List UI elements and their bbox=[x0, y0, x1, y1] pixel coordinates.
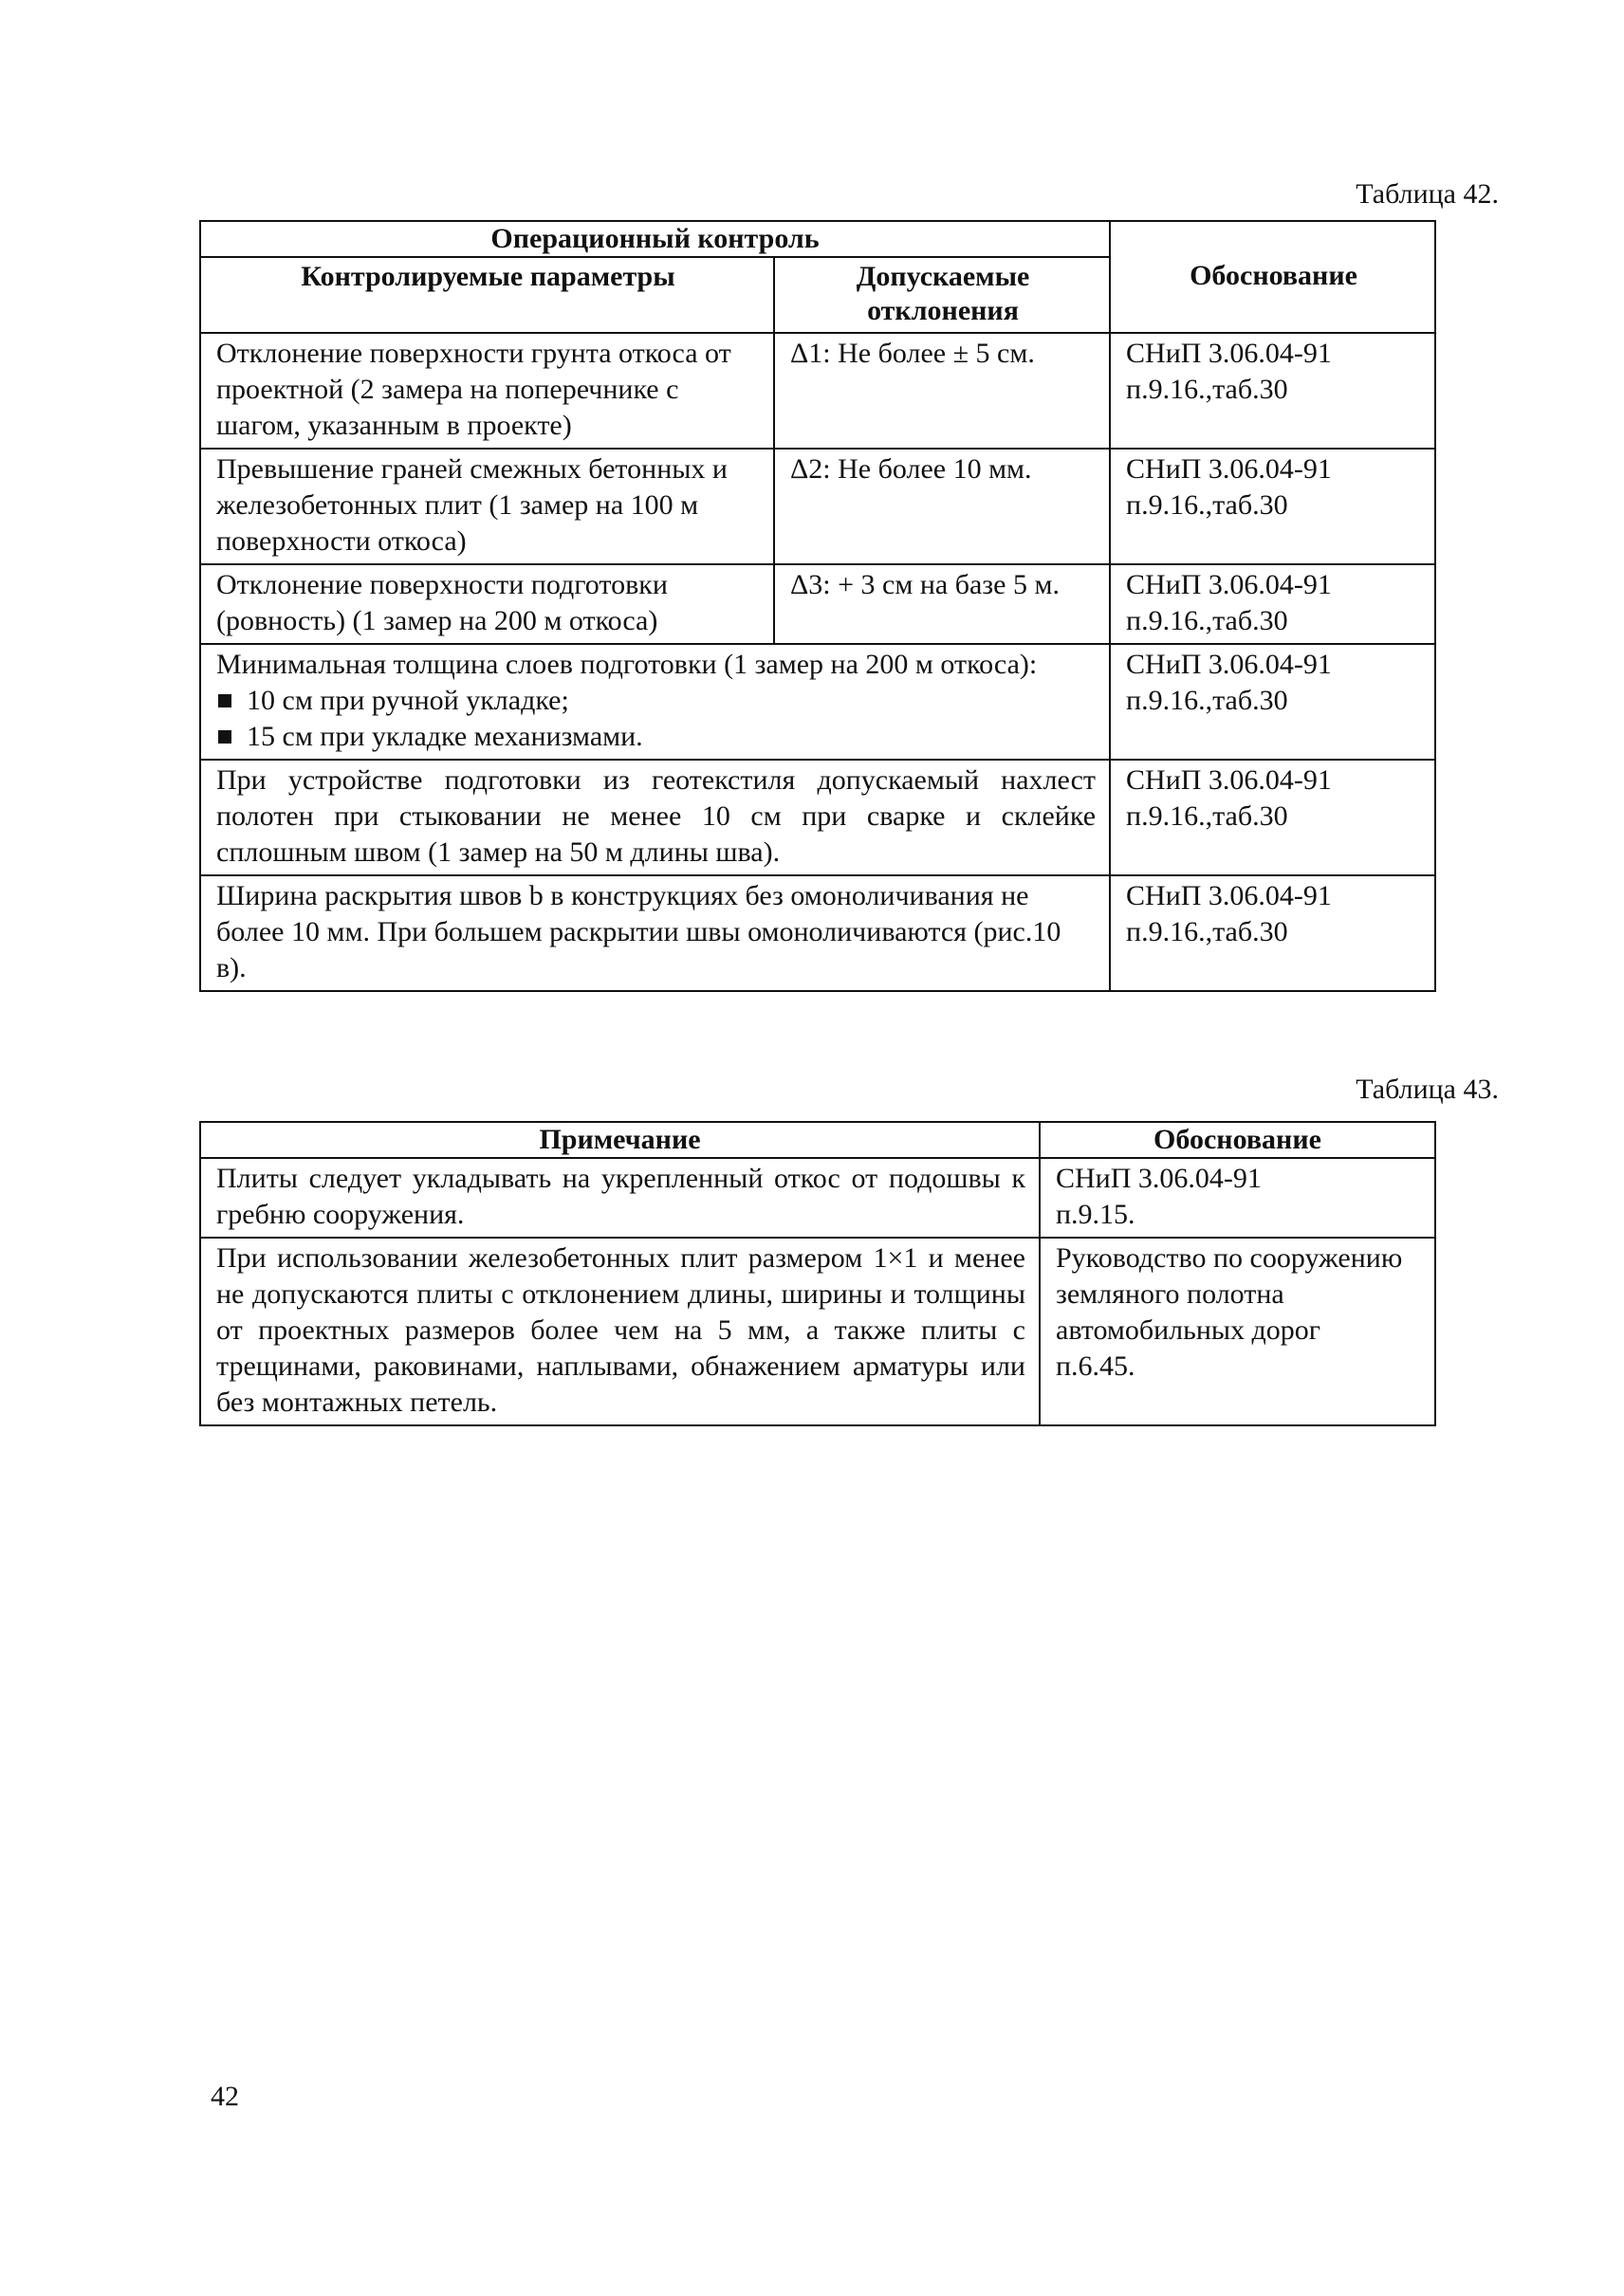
basis-line: п.9.16.,таб.30 bbox=[1126, 605, 1288, 636]
basis-line: СНиП 3.06.04-91 bbox=[1126, 453, 1332, 485]
param-wide-cell: При устройстве подготовки из геотекстиля допускаемый нахлест полотен при стыковании не менее 10 см при сварке и склейке сплошным швом (1 замер на 50 м длины шва). bbox=[200, 760, 1110, 875]
basis-line: п.9.15. bbox=[1056, 1199, 1135, 1230]
param-cell: Превышение граней смежных бетонных и железобетонных плит (1 замер на 100 м поверхности откоса) bbox=[200, 449, 774, 564]
param-wide-cell bbox=[200, 644, 1110, 760]
table-42-caption: Таблица 42. bbox=[1356, 178, 1499, 210]
basis-line: СНиП 3.06.04-91 bbox=[1126, 338, 1332, 369]
page-number: 42 bbox=[211, 2081, 239, 2112]
square-bullet-icon bbox=[218, 694, 231, 707]
table-row bbox=[200, 564, 1435, 644]
param-cell: Отклонение поверхности грунта откоса от проектной (2 замера на поперечнике с шагом, указанным в проекте) bbox=[200, 333, 774, 449]
table-header-row bbox=[200, 221, 1435, 257]
table-42 bbox=[199, 220, 1436, 992]
basis-line: СНиП 3.06.04-91 bbox=[1126, 569, 1332, 600]
table-row bbox=[200, 333, 1435, 449]
basis-line: п.9.16.,таб.30 bbox=[1126, 489, 1288, 521]
table-43 bbox=[199, 1121, 1436, 1426]
param-cell: Отклонение поверхности подготовки (ровность) (1 замер на 200 м откоса) bbox=[200, 564, 774, 644]
basis-line: п.9.16.,таб.30 bbox=[1126, 685, 1288, 716]
table-row bbox=[200, 1238, 1435, 1425]
table-row bbox=[200, 760, 1435, 875]
table-row bbox=[200, 449, 1435, 564]
basis-line: СНиП 3.06.04-91 bbox=[1126, 649, 1332, 680]
basis-line: п.6.45. bbox=[1056, 1350, 1135, 1382]
header-basis: Обоснование bbox=[1040, 1122, 1435, 1158]
table-row bbox=[200, 644, 1435, 760]
basis-line: п.9.16.,таб.30 bbox=[1126, 916, 1288, 947]
list-item-text: 15 см при укладке механизмами. bbox=[247, 721, 643, 752]
tolerance-cell: Δ2: Не более 10 мм. bbox=[774, 449, 1110, 564]
basis-cell bbox=[1040, 1238, 1435, 1425]
header-allowed-deviations: Допускаемые отклонения bbox=[774, 257, 1110, 333]
basis-cell bbox=[1110, 564, 1435, 644]
param-wide-cell: Ширина раскрытия швов b в конструкциях без омоноличивания не более 10 мм. При большем раскрытии швы омоноличиваются (рис.10 в). bbox=[200, 875, 1110, 991]
basis-line: СНиП 3.06.04-91 bbox=[1056, 1163, 1262, 1194]
basis-line: п.9.16.,таб.30 bbox=[1126, 800, 1288, 832]
list-item bbox=[216, 719, 1096, 755]
basis-line: СНиП 3.06.04-91 bbox=[1126, 880, 1332, 911]
basis-cell bbox=[1110, 449, 1435, 564]
header-note: Примечание bbox=[200, 1122, 1040, 1158]
table-header-row bbox=[200, 1122, 1435, 1158]
param-text: Минимальная толщина слоев подготовки (1 замер на 200 м откоса): bbox=[216, 649, 1038, 680]
tolerance-cell: Δ1: Не более ± 5 см. bbox=[774, 333, 1110, 449]
table-row bbox=[200, 1158, 1435, 1238]
square-bullet-icon bbox=[218, 730, 231, 744]
basis-cell bbox=[1110, 875, 1435, 991]
table-row bbox=[200, 875, 1435, 991]
basis-cell bbox=[1110, 760, 1435, 875]
header-basis: Обоснование bbox=[1110, 221, 1435, 333]
header-controlled-parameters: Контролируемые параметры bbox=[200, 257, 774, 333]
basis-cell bbox=[1110, 644, 1435, 760]
list-item bbox=[216, 683, 1096, 719]
basis-line: СНиП 3.06.04-91 bbox=[1126, 764, 1332, 796]
note-cell: При использовании железобетонных плит размером 1×1 и менее не допускаются плиты с отклонением длины, ширины и толщины от проектных размеров более чем на 5 мм, а также плиты с трещинами, раковинами, наплывами, обнажением арматуры или без монтажных петель. bbox=[200, 1238, 1040, 1425]
basis-cell bbox=[1110, 333, 1435, 449]
basis-cell bbox=[1040, 1158, 1435, 1238]
header-operational-control: Операционный контроль bbox=[200, 221, 1110, 257]
basis-line: Руководство по сооружению земляного полотна автомобильных дорог bbox=[1056, 1242, 1403, 1346]
tolerance-cell: Δ3: + 3 см на базе 5 м. bbox=[774, 564, 1110, 644]
list-item-text: 10 см при ручной укладке; bbox=[247, 685, 569, 716]
basis-line: п.9.16.,таб.30 bbox=[1126, 374, 1288, 405]
note-cell: Плиты следует укладывать на укрепленный откос от подошвы к гребню сооружения. bbox=[200, 1158, 1040, 1238]
table-43-caption: Таблица 43. bbox=[1356, 1074, 1499, 1105]
